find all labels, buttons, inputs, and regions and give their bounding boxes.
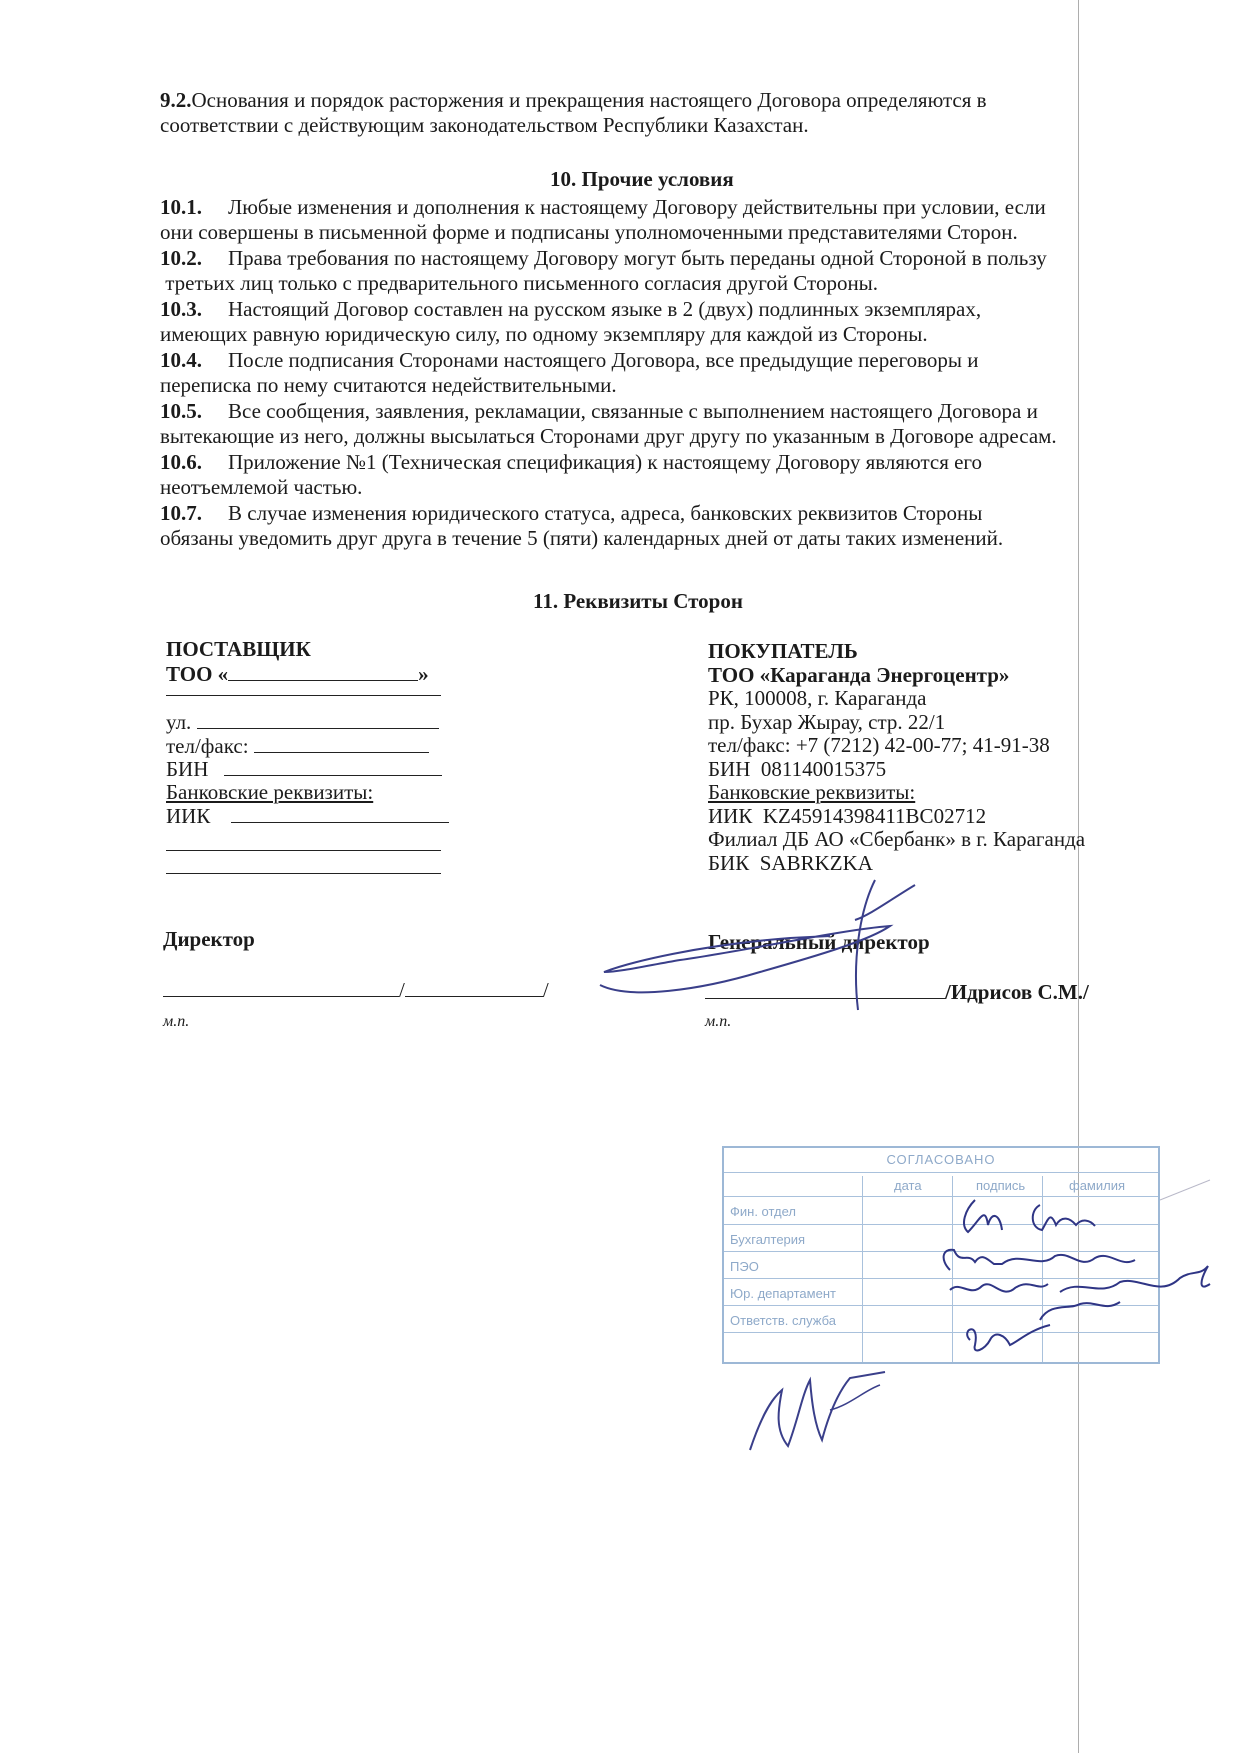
signature-blank: [163, 978, 399, 997]
iik-label: ИИК: [166, 804, 211, 828]
supplier-details: [166, 638, 496, 874]
clause-number: 10.7.: [160, 501, 202, 525]
clause-text-line: обязаны уведомить друг друга в течение 5 (пяти) календарных дней от даты таких изменений.: [160, 526, 1004, 550]
clause-text-line: Любые изменения и дополнения к настоящему Договору действительны при условии, если: [228, 195, 1046, 219]
supplier-seat-mark: м.п.: [163, 1013, 190, 1030]
buyer-address: РК, 100008, г. Караганда: [708, 686, 927, 710]
stamp-row-label: Юр. департамент: [730, 1286, 836, 1301]
clause-text-line: Настоящий Договор составлен на русском языке в 2 (двух) подлинных экземплярах,: [228, 297, 982, 321]
clause-text-line: Все сообщения, заявления, рекламации, связанные с выполнением настоящего Договора и: [228, 399, 1038, 423]
clause-text-line: После подписания Сторонами настоящего Договора, все предыдущие переговоры и: [228, 348, 979, 372]
supplier-street: [166, 710, 496, 734]
stamp-title: СОГЛАСОВАНО: [886, 1152, 996, 1167]
signature-separator: /: [399, 978, 405, 1002]
supplier-org: [166, 662, 496, 686]
clause-10-2: [160, 246, 1150, 296]
clause-number: 9.2.: [160, 88, 192, 112]
clause-10-1: [160, 195, 1150, 245]
clause-text-line: Права требования по настоящему Договору могут быть переданы одной Стороной в пользу: [228, 246, 1047, 270]
buyer-phone: тел/факс: +7 (7212) 42-00-77; 41-91-38: [708, 733, 1050, 757]
stamp-col-surname: фамилия: [1069, 1178, 1126, 1193]
bin-blank: [224, 757, 442, 776]
clause-text-line: соответствии с действующим законодательством Республики Казахстан.: [160, 113, 809, 137]
section-10-title: 10. Прочие условия: [550, 167, 734, 191]
clause-number: 10.4.: [160, 348, 202, 372]
buyer-org: ТОО «Караганда Энергоцентр»: [708, 662, 1010, 687]
buyer-heading: ПОКУПАТЕЛЬ: [708, 639, 858, 663]
blank-line: [166, 828, 441, 851]
org-name-blank: [228, 662, 418, 681]
supplier-heading: ПОСТАВЩИК: [166, 637, 311, 661]
buyer-details: [708, 640, 1158, 875]
supplier-bin: [166, 757, 496, 781]
clause-text-line: третьих лиц только с предварительного письменного согласия другой Стороны.: [160, 271, 879, 295]
buyer-bik: БИК SABRKZKA: [708, 850, 873, 875]
clause-text-line: Приложение №1 (Техническая спецификация) к настоящему Договору являются его: [228, 450, 983, 474]
blank-line: [166, 685, 441, 696]
bottom-signature: [730, 1350, 930, 1460]
stamp-row-label: ПЭО: [730, 1259, 759, 1274]
buyer-signatory: /Идрисов С.М./: [945, 980, 1089, 1004]
name-blank: [405, 978, 543, 997]
clause-number: 10.5.: [160, 399, 202, 423]
buyer-bank: Филиал ДБ АО «Сбербанк» в г. Караганда: [708, 827, 1086, 851]
stamp-row-label: Ответств. служба: [730, 1313, 836, 1328]
director-signature: [590, 860, 930, 1020]
clause-10-6: [160, 450, 1150, 500]
clause-9-2: [160, 88, 1150, 138]
clause-number: 10.2.: [160, 246, 202, 270]
blank-line: [166, 851, 441, 874]
approval-handwriting: [930, 1180, 1230, 1380]
buyer-street: пр. Бухар Жырау, стр. 22/1: [708, 709, 946, 734]
bin-label: БИН: [166, 757, 209, 781]
supplier-role: Директор: [163, 927, 255, 951]
buyer-iik: ИИК KZ45914398411BC02712: [708, 803, 987, 828]
iik-blank: [231, 804, 449, 823]
supplier-iik: [166, 804, 496, 828]
org-prefix: ТОО «: [166, 661, 229, 686]
buyer-role: Генеральный директор: [708, 930, 930, 954]
clause-number: 10.1.: [160, 195, 202, 219]
supplier-signature-line: [163, 978, 549, 1003]
buyer-bin: БИН 081140015375: [708, 756, 887, 781]
section-11-title: 11. Реквизиты Сторон: [533, 589, 743, 613]
buyer-bank-label: Банковские реквизиты:: [708, 780, 916, 804]
clause-text-line: Основания и порядок расторжения и прекращения настоящего Договора определяются в: [191, 88, 987, 112]
clause-10-5: [160, 399, 1150, 449]
stamp-col-date: дата: [894, 1178, 922, 1193]
stamp-row-label: Фин. отдел: [730, 1204, 796, 1219]
clause-10-4: [160, 348, 1150, 398]
signature-separator: /: [542, 978, 549, 1002]
clause-number: 10.6.: [160, 450, 202, 474]
clause-text-line: имеющих равную юридическую силу, по одному экземпляру для каждой из Стороны.: [160, 322, 928, 346]
clause-10-3: [160, 297, 1150, 347]
stamp-divider: [862, 1176, 863, 1362]
supplier-bank-label: Банковские реквизиты:: [166, 779, 374, 804]
clause-text-line: переписка по нему считаются недействительными.: [160, 373, 617, 397]
clause-number: 10.3.: [160, 297, 202, 321]
clause-text-line: В случае изменения юридического статуса, адреса, банковских реквизитов Стороны: [228, 501, 983, 525]
supplier-phone: [166, 734, 496, 758]
clause-text-line: они совершены в письменной форме и подписаны уполномоченными представителями Сторон.: [160, 220, 1018, 244]
clause-text-line: вытекающие из него, должны высылаться Сторонами друг другу по указанным в Договоре адресам.: [160, 424, 1057, 448]
org-suffix: »: [418, 661, 429, 686]
phone-blank: [254, 734, 429, 753]
stamp-col-signature: подпись: [976, 1178, 1026, 1193]
stamp-divider: [724, 1172, 1158, 1173]
clause-10-7: [160, 501, 1150, 551]
clause-text-line: неотъемлемой частью.: [160, 475, 363, 499]
buyer-seal-mark: м.п.: [705, 1013, 732, 1030]
phone-label: тел/факс:: [166, 733, 249, 758]
street-label: ул.: [166, 710, 192, 734]
stamp-row-label: Бухгалтерия: [730, 1232, 806, 1247]
street-blank: [197, 710, 439, 729]
